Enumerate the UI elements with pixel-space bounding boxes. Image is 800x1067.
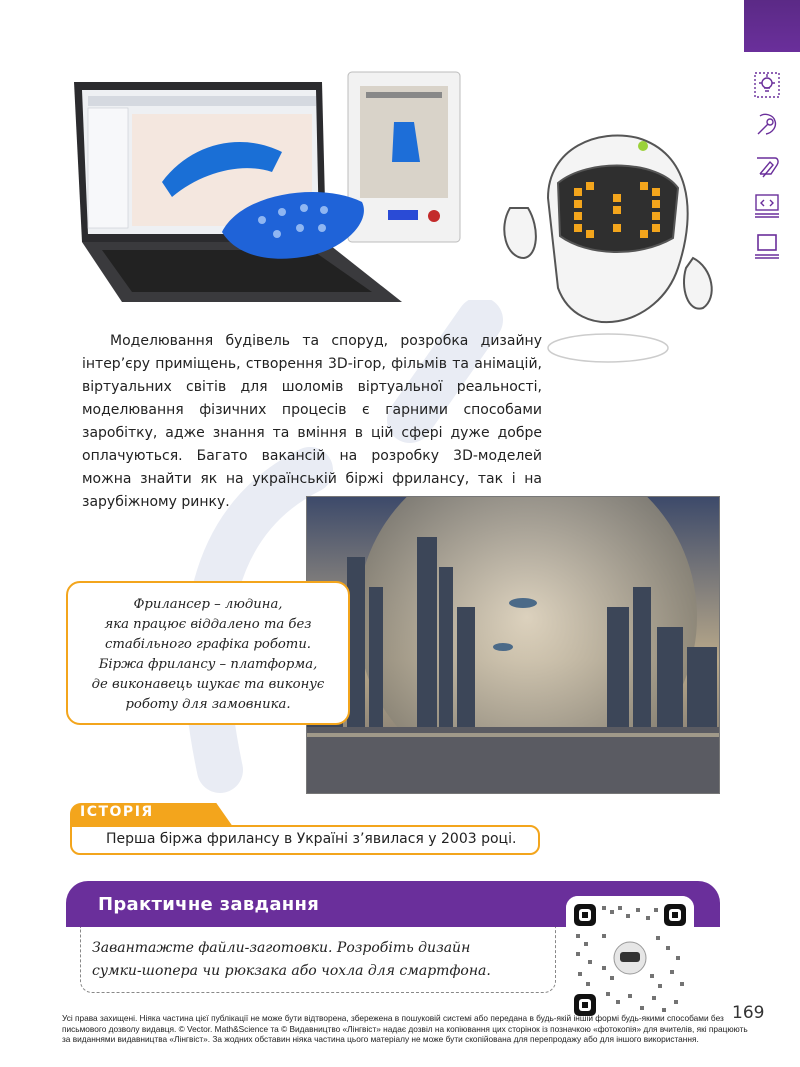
task-text — [92, 937, 522, 983]
callout-line: Фрилансер – людина, — [133, 597, 283, 612]
chapter-tab — [744, 0, 800, 52]
laptop-3d-printer-photo — [72, 52, 472, 314]
callout-line: роботу для замовника. — [125, 697, 291, 712]
sci-fi-city-image — [306, 496, 720, 794]
history-label: ІСТОРІЯ — [80, 804, 154, 820]
body-paragraph: Моделювання будівель та споруд, розробка дизайну інтер’єру приміщень, створення 3D-ігор, фільмів та анімацій, віртуальних світів для шоломів віртуальної реальності, моделювання фізичних процесів є гарними способами заробітку, адже знання та вміння в цій сфері дуже добре оплачуються. Багато вакансій на розробку 3D-моделей можна знайти як на українській біржі фрилансу, так і на зарубіжному ринку. — [82, 333, 542, 510]
callout-line: де виконавець шукає та виконує — [91, 677, 325, 692]
copyright-notice: Усі права захищені. Ніяка частина цієї публікації не може бути відтворена, збережена в пошуковій системі або передана в будь-якій іншій формі будь-якими способами без письмового дозволу видавця. © Vector. Math&Science та © Видавництво «Лінгвіст» надає дозвіл на копіювання цих сторінок із позначкою «фотокопія» для вчителів, які працюють за виданнями видавництва «Лінгвіст». За жодних обставин ніяка частина цього матеріалу не може бути скопійована для перепродажу або для іншого використання. — [62, 1013, 748, 1044]
page-number: 169 — [732, 1003, 765, 1023]
task-text-line: Завантажте файли-заготовки. Розробіть дизайн — [92, 940, 471, 956]
callout-line: яка працює віддалено та без — [104, 617, 312, 632]
history-text: Перша біржа фрилансу в Україні з’явилася у 2003 році. — [106, 831, 517, 847]
lightbulb-icon — [752, 70, 782, 100]
task-title: Практичне завдання — [98, 894, 320, 915]
callout-line: стабільного графіка роботи. — [104, 637, 312, 652]
pencil-brain-icon — [752, 150, 782, 180]
qr-code[interactable] — [566, 896, 694, 1024]
task-text-line: сумки-шопера чи рюкзака або чохла для смартфона. — [92, 963, 491, 979]
definition-callout — [66, 581, 350, 725]
laptop-icon — [752, 230, 782, 260]
callout-line: Біржа фрилансу – платформа, — [98, 657, 318, 672]
code-screen-icon — [752, 190, 782, 220]
wrench-brain-icon — [752, 110, 782, 140]
